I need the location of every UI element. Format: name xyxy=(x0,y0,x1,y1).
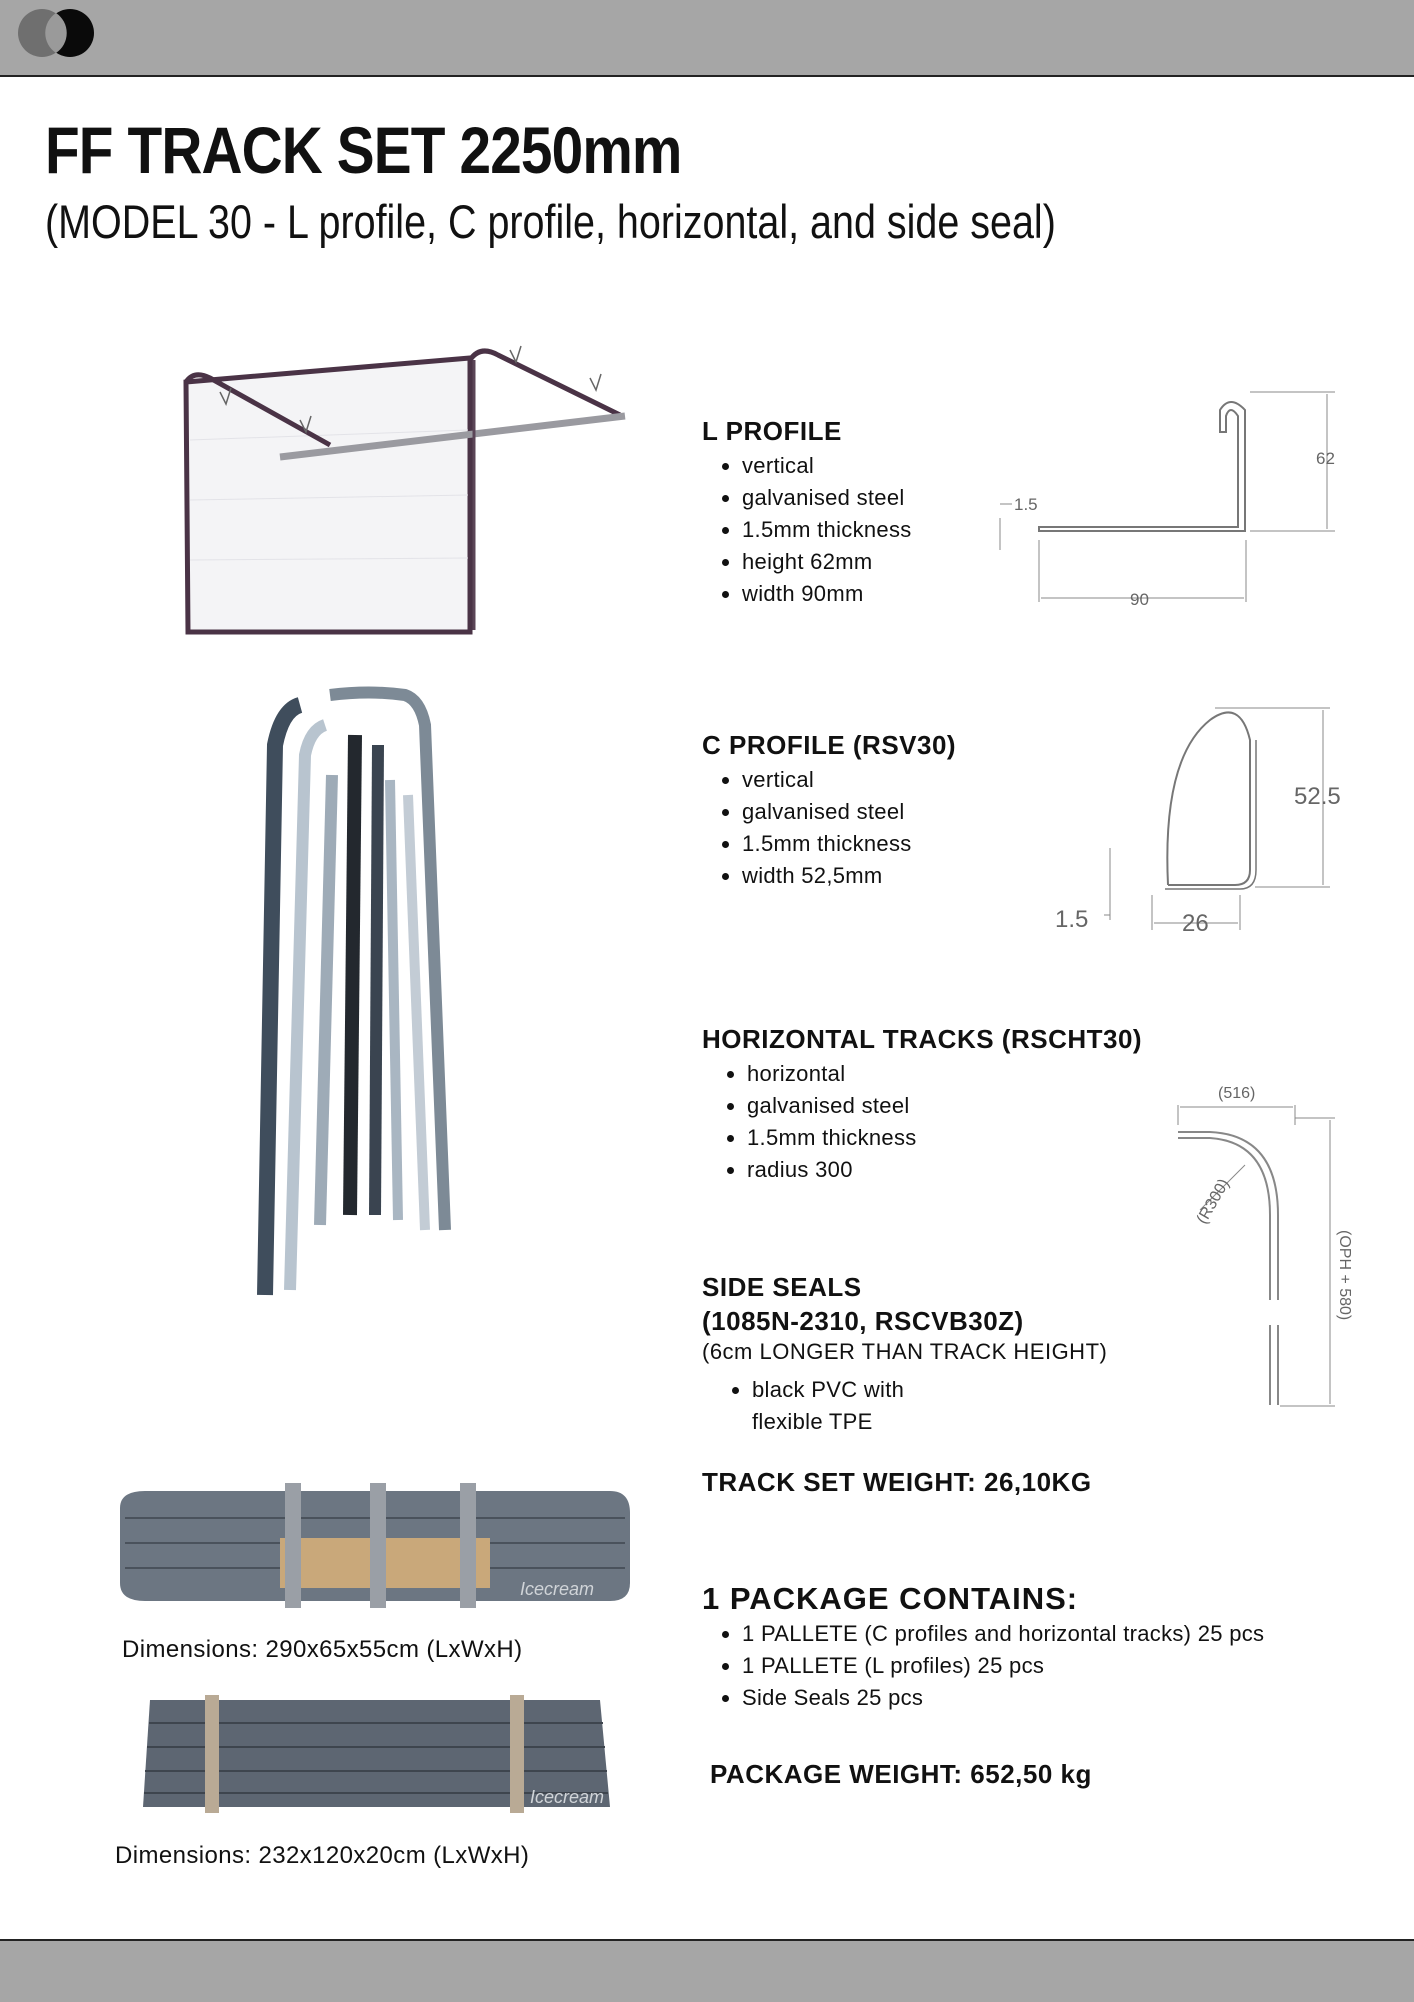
track-set-weight: TRACK SET WEIGHT: 26,10KG xyxy=(702,1467,1092,1497)
l-profile-diagram xyxy=(990,380,1350,610)
list-item: • 1.5mm thickness xyxy=(747,1122,1142,1154)
l-profile-height-label: 62 xyxy=(1316,449,1335,468)
horizontal-tracks-section xyxy=(702,1022,1142,1186)
list-item: • width 90mm xyxy=(742,578,912,610)
pallet-2-caption: Dimensions: 232x120x20cm (LxWxH) xyxy=(115,1842,530,1869)
list-item: • 1.5mm thickness xyxy=(742,828,956,860)
horizontal-top-label: (516) xyxy=(1218,1085,1256,1102)
package-weight: PACKAGE WEIGHT: 652,50 kg xyxy=(710,1759,1092,1789)
bottom-bar xyxy=(0,1939,1414,2002)
list-item: • height 62mm xyxy=(742,546,912,578)
garage-door-image xyxy=(180,330,630,640)
l-profile-section xyxy=(702,414,912,610)
l-profile-width-label: 90 xyxy=(1130,590,1149,609)
page-subtitle: (MODEL 30 - L profile, C profile, horizontal, and side seal) xyxy=(45,195,1056,248)
list-item: • vertical xyxy=(742,764,956,796)
l-profile-heading: L PROFILE xyxy=(702,416,842,446)
list-item: • vertical xyxy=(742,450,912,482)
two-circles-logo-icon xyxy=(18,8,102,58)
top-bar xyxy=(0,0,1414,77)
l-profile-thickness-label: 1.5 xyxy=(1014,495,1038,514)
list-item: • black PVC with flexible TPE xyxy=(752,1374,952,1438)
side-seals-note: (6cm LONGER THAN TRACK HEIGHT) xyxy=(702,1339,1108,1364)
package-list xyxy=(702,1618,1264,1714)
c-profile-diagram xyxy=(1050,700,1360,945)
list-item: • width 52,5mm xyxy=(742,860,956,892)
side-seals-heading-line2: (1085N-2310, RSCVB30Z) xyxy=(702,1306,1024,1336)
list-item: • 1 PALLETE (C profiles and horizontal tracks) 25 pcs xyxy=(742,1618,1264,1650)
pallet-2-image xyxy=(135,1695,615,1815)
l-profile-list xyxy=(702,450,912,610)
side-seals-list xyxy=(702,1374,952,1438)
package-section xyxy=(702,1582,1264,1714)
track-components-image xyxy=(220,685,480,1305)
list-item: • 1 PALLETE (L profiles) 25 pcs xyxy=(742,1650,1264,1682)
list-item: • galvanised steel xyxy=(747,1090,1142,1122)
list-item: • Side Seals 25 pcs xyxy=(742,1682,1264,1714)
horizontal-tracks-heading: HORIZONTAL TRACKS (RSCHT30) xyxy=(702,1024,1143,1054)
horizontal-track-diagram xyxy=(1170,1080,1360,1415)
c-profile-section xyxy=(702,728,956,892)
pallet-1-caption: Dimensions: 290x65x55cm (LxWxH) xyxy=(122,1636,523,1663)
horizontal-tracks-list xyxy=(702,1058,1142,1186)
page-title: FF TRACK SET 2250mm xyxy=(45,113,682,187)
package-heading: 1 PACKAGE CONTAINS: xyxy=(702,1581,1079,1616)
list-item: • galvanised steel xyxy=(742,796,956,828)
horizontal-side-label: (OPH + 580) xyxy=(1336,1230,1353,1321)
pallet-1-image xyxy=(115,1483,635,1613)
c-profile-width-label: 26 xyxy=(1182,910,1209,937)
c-profile-heading: C PROFILE (RSV30) xyxy=(702,730,957,760)
side-seals-heading-line1: SIDE SEALS xyxy=(702,1272,862,1302)
list-item: • 1.5mm thickness xyxy=(742,514,912,546)
pallet-2-watermark: Icecream xyxy=(530,1787,605,1807)
list-item: • radius 300 xyxy=(747,1154,1142,1186)
c-profile-thickness-label: 1.5 xyxy=(1055,906,1089,933)
horizontal-radius-label: (R300) xyxy=(1193,1176,1233,1227)
list-item: • galvanised steel xyxy=(742,482,912,514)
c-profile-list xyxy=(702,764,956,892)
c-profile-height-label: 52.5 xyxy=(1294,783,1341,810)
pallet-1-watermark: Icecream xyxy=(520,1579,595,1599)
list-item: • horizontal xyxy=(747,1058,1142,1090)
side-seals-section xyxy=(702,1270,1107,1438)
